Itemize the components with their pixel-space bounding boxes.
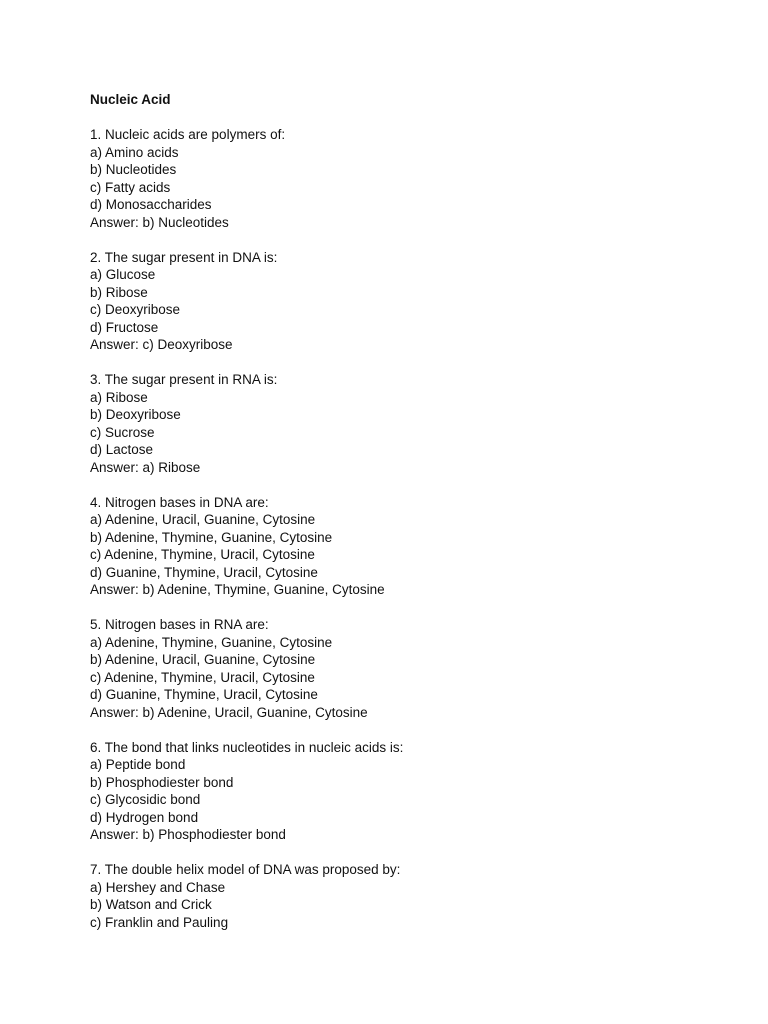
- option-d: d) Lactose: [90, 442, 154, 457]
- question-6: [90, 739, 730, 844]
- question-prompt: 2. The sugar present in DNA is:: [90, 249, 278, 265]
- option-c: c) Adenine, Thymine, Uracil, Cytosine: [90, 547, 315, 562]
- answer-line: Answer: b) Adenine, Uracil, Guanine, Cytosine: [90, 704, 368, 720]
- option-b: b) Watson and Crick: [90, 897, 212, 912]
- option-c: c) Sucrose: [90, 424, 155, 440]
- question-1: [90, 126, 730, 231]
- option-a: a) Peptide bond: [90, 757, 186, 772]
- option-d: d) Hydrogen bond: [90, 809, 199, 825]
- answer-line: Answer: c) Deoxyribose: [90, 337, 233, 352]
- option-d: d) Guanine, Thymine, Uracil, Cytosine: [90, 564, 318, 580]
- option-a: a) Glucose: [90, 267, 156, 282]
- option-a: a) Adenine, Uracil, Guanine, Cytosine: [90, 512, 316, 527]
- question-prompt: 7. The double helix model of DNA was proposed by:: [90, 862, 401, 877]
- document-page: [90, 91, 730, 949]
- question-7: [90, 861, 730, 931]
- option-c: c) Adenine, Thymine, Uracil, Cytosine: [90, 669, 315, 685]
- answer-line: Answer: a) Ribose: [90, 459, 201, 475]
- question-prompt: 1. Nucleic acids are polymers of:: [90, 127, 286, 142]
- option-a: a) Hershey and Chase: [90, 879, 226, 895]
- question-2: [90, 249, 730, 354]
- question-4: [90, 494, 730, 599]
- option-b: b) Deoxyribose: [90, 407, 181, 422]
- question-prompt: 4. Nitrogen bases in DNA are:: [90, 494, 269, 510]
- option-a: a) Adenine, Thymine, Guanine, Cytosine: [90, 634, 333, 650]
- question-prompt: 3. The sugar present in RNA is:: [90, 372, 278, 387]
- option-c: c) Fatty acids: [90, 179, 171, 195]
- option-a: a) Ribose: [90, 389, 148, 405]
- question-5: [90, 616, 730, 721]
- document-title: Nucleic Acid: [90, 92, 171, 107]
- option-d: d) Fructose: [90, 319, 159, 335]
- option-a: a) Amino acids: [90, 144, 179, 160]
- option-c: c) Deoxyribose: [90, 302, 181, 317]
- option-b: b) Adenine, Uracil, Guanine, Cytosine: [90, 652, 316, 667]
- question-prompt: 6. The bond that links nucleotides in nucleic acids is:: [90, 739, 404, 755]
- option-b: b) Adenine, Thymine, Guanine, Cytosine: [90, 529, 333, 545]
- option-d: d) Monosaccharides: [90, 197, 212, 212]
- question-prompt: 5. Nitrogen bases in RNA are:: [90, 617, 269, 632]
- answer-line: Answer: b) Phosphodiester bond: [90, 827, 286, 842]
- option-b: b) Nucleotides: [90, 162, 177, 177]
- option-b: b) Phosphodiester bond: [90, 774, 234, 790]
- answer-line: Answer: b) Adenine, Thymine, Guanine, Cytosine: [90, 582, 385, 597]
- option-c: c) Glycosidic bond: [90, 792, 201, 807]
- option-c: c) Franklin and Pauling: [90, 914, 229, 930]
- answer-line: Answer: b) Nucleotides: [90, 214, 229, 230]
- question-3: [90, 371, 730, 476]
- option-b: b) Ribose: [90, 284, 148, 300]
- option-d: d) Guanine, Thymine, Uracil, Cytosine: [90, 687, 318, 702]
